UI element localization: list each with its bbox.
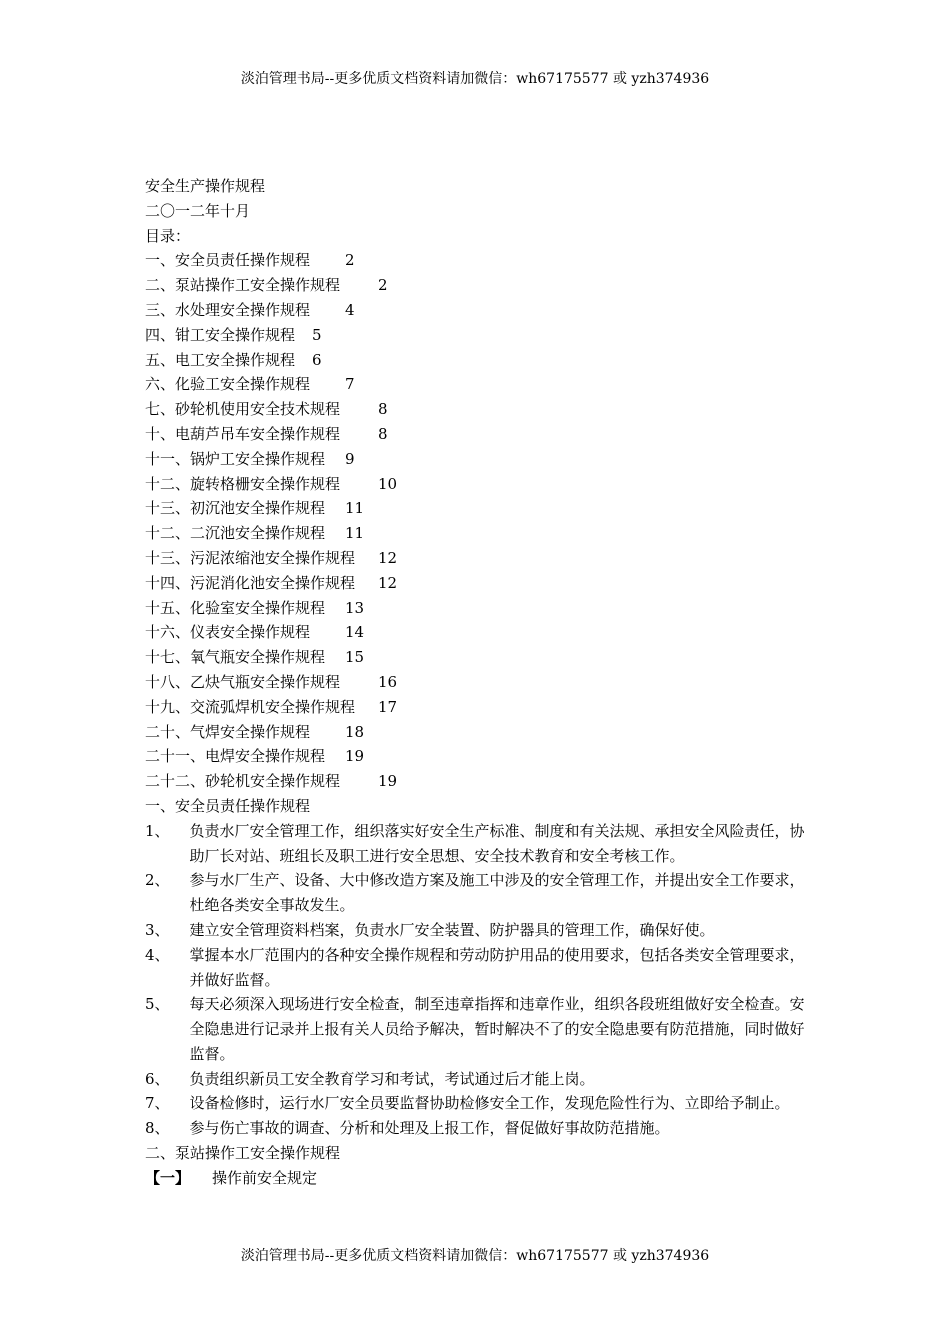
toc-item (145, 670, 810, 695)
list-item-text: 每天必须深入现场进行安全检查，制至违章指挥和违章作业，组织各段班组做好安全检查。安全隐患进行记录并上报有关人员给予解决，暂时解决不了的安全隐患要有防范措施，同时做好监督。 (189, 995, 805, 1063)
list-item (145, 918, 810, 943)
toc-item-page: 15 (345, 648, 365, 667)
toc-item-page: 19 (378, 772, 398, 791)
toc-item-page: 4 (345, 300, 355, 319)
toc-item-label: 十三、初沉池安全操作规程 (145, 499, 326, 518)
list-item (145, 868, 810, 918)
toc-item-page: 2 (378, 276, 388, 295)
toc-item-label: 十八、乙炔气瓶安全操作规程 (145, 672, 341, 691)
toc-item (145, 645, 810, 670)
toc-item (145, 447, 810, 472)
toc-item-page: 6 (312, 350, 322, 369)
toc-item-page: 2 (345, 251, 355, 270)
section-2-title: 二、泵站操作工安全操作规程 (145, 1144, 341, 1163)
toc-item (145, 571, 810, 596)
toc-item (145, 397, 810, 422)
toc-item-page: 13 (345, 598, 365, 617)
list-item-text: 负责组织新员工安全教育学习和考试，考试通过后才能上岗。 (189, 1069, 595, 1088)
toc-item-page: 12 (378, 573, 398, 592)
toc-item-page: 11 (345, 524, 365, 543)
toc-item (145, 496, 810, 521)
toc-item-label: 五、电工安全操作规程 (145, 350, 296, 369)
list-item-text: 掌握本水厂范围内的各种安全操作规程和劳动防护用品的使用要求，包括各类安全管理要求，并做好监督。 (189, 945, 805, 989)
list-item-text: 负责水厂安全管理工作，组织落实好安全生产标准、制度和有关法规、承担安全风险责任，协助厂长对站、班组长及职工进行安全思想、安全技术教育和安全考核工作。 (189, 821, 805, 865)
toc-item (145, 620, 810, 645)
table-of-contents (145, 248, 810, 794)
toc-item (145, 273, 810, 298)
toc-item-page: 8 (378, 424, 388, 443)
toc-item-label: 三、水处理安全操作规程 (145, 300, 311, 319)
toc-item (145, 769, 810, 794)
toc-item (145, 720, 810, 745)
toc-item-label: 二十一、电焊安全操作规程 (145, 747, 326, 766)
toc-item (145, 248, 810, 273)
list-item-text: 设备检修时，运行水厂安全员要监督协助检修安全工作，发现危险性行为、立即给予制止。 (189, 1094, 790, 1113)
list-item-number: 1、 (145, 821, 170, 840)
toc-item (145, 472, 810, 497)
toc-item-page: 11 (345, 499, 365, 518)
toc-item-page: 5 (312, 325, 322, 344)
toc-item-page: 8 (378, 400, 388, 419)
toc-item-label: 二十、气焊安全操作规程 (145, 722, 311, 741)
toc-item-page: 10 (378, 474, 398, 493)
page-header: 淡泊管理书局--更多优质文档资料请加微信：wh67175577 或 yzh374936 (240, 71, 710, 87)
toc-item (145, 372, 810, 397)
list-item-number: 4、 (145, 945, 170, 964)
toc-item-page: 17 (378, 697, 398, 716)
toc-item (145, 695, 810, 720)
toc-item-label: 十七、氧气瓶安全操作规程 (145, 648, 326, 667)
list-item (145, 819, 810, 869)
list-item-number: 7、 (145, 1094, 170, 1113)
toc-item-page: 14 (345, 623, 365, 642)
toc-item-label: 二、泵站操作工安全操作规程 (145, 276, 341, 295)
subheading-text: 操作前安全规定 (212, 1168, 318, 1187)
list-item-number: 8、 (145, 1119, 170, 1138)
toc-item-page: 12 (378, 548, 398, 567)
section-1-title: 一、安全员责任操作规程 (145, 796, 311, 815)
list-item-number: 3、 (145, 920, 170, 939)
toc-item-label: 六、化验工安全操作规程 (145, 375, 311, 394)
toc-item (145, 596, 810, 621)
list-item (145, 1116, 810, 1141)
document-body (145, 174, 810, 1191)
toc-item-label: 七、砂轮机使用安全技术规程 (145, 400, 341, 419)
toc-item (145, 348, 810, 373)
toc-item-label: 十一、锅炉工安全操作规程 (145, 449, 326, 468)
list-item-text: 参与水厂生产、设备、大中修改造方案及施工中涉及的安全管理工作，并提出安全工作要求，杜绝各类安全事故发生。 (189, 871, 805, 915)
toc-item-label: 十九、交流弧焊机安全操作规程 (145, 697, 356, 716)
doc-title: 安全生产操作规程 (145, 177, 266, 195)
toc-item-page: 18 (345, 722, 365, 741)
doc-date: 二〇一二年十月 (145, 201, 251, 220)
list-item (145, 1091, 810, 1116)
toc-item (145, 744, 810, 769)
toc-item-label: 十二、二沉池安全操作规程 (145, 524, 326, 543)
toc-item-label: 十五、化验室安全操作规程 (145, 598, 326, 617)
toc-item-label: 四、钳工安全操作规程 (145, 325, 296, 344)
list-item-text: 参与伤亡事故的调查、分析和处理及上报工作，督促做好事故防范措施。 (189, 1119, 670, 1138)
toc-item-label: 二十二、砂轮机安全操作规程 (145, 772, 341, 791)
toc-item-label: 十三、污泥浓缩池安全操作规程 (145, 548, 356, 567)
toc-item (145, 422, 810, 447)
toc-item-label: 十六、仪表安全操作规程 (145, 623, 311, 642)
toc-item-page: 7 (345, 375, 355, 394)
toc-item-page: 9 (345, 449, 355, 468)
toc-item (145, 298, 810, 323)
list-item (145, 1067, 810, 1092)
list-item-number: 5、 (145, 995, 170, 1014)
toc-item-label: 十二、旋转格栅安全操作规程 (145, 474, 341, 493)
toc-item-label: 一、安全员责任操作规程 (145, 251, 311, 270)
toc-item-page: 16 (378, 672, 398, 691)
list-item-text: 建立安全管理资料档案，负责水厂安全装置、防护器具的管理工作，确保好使。 (189, 920, 715, 939)
list-item-number: 2、 (145, 871, 170, 890)
toc-item-label: 十、电葫芦吊车安全操作规程 (145, 424, 341, 443)
toc-item-page: 19 (345, 747, 365, 766)
toc-item (145, 546, 810, 571)
list-item-number: 6、 (145, 1069, 170, 1088)
toc-item (145, 521, 810, 546)
list-item (145, 943, 810, 993)
section-1-items (145, 819, 810, 1141)
toc-item (145, 323, 810, 348)
toc-item-label: 十四、污泥消化池安全操作规程 (145, 573, 356, 592)
section-2-subheading (145, 1166, 810, 1191)
list-item (145, 992, 810, 1066)
page-footer: 淡泊管理书局--更多优质文档资料请加微信：wh67175577 或 yzh374936 (240, 1248, 710, 1264)
subheading-bracket: 【一】 (145, 1168, 191, 1187)
toc-label: 目录： (145, 226, 191, 245)
